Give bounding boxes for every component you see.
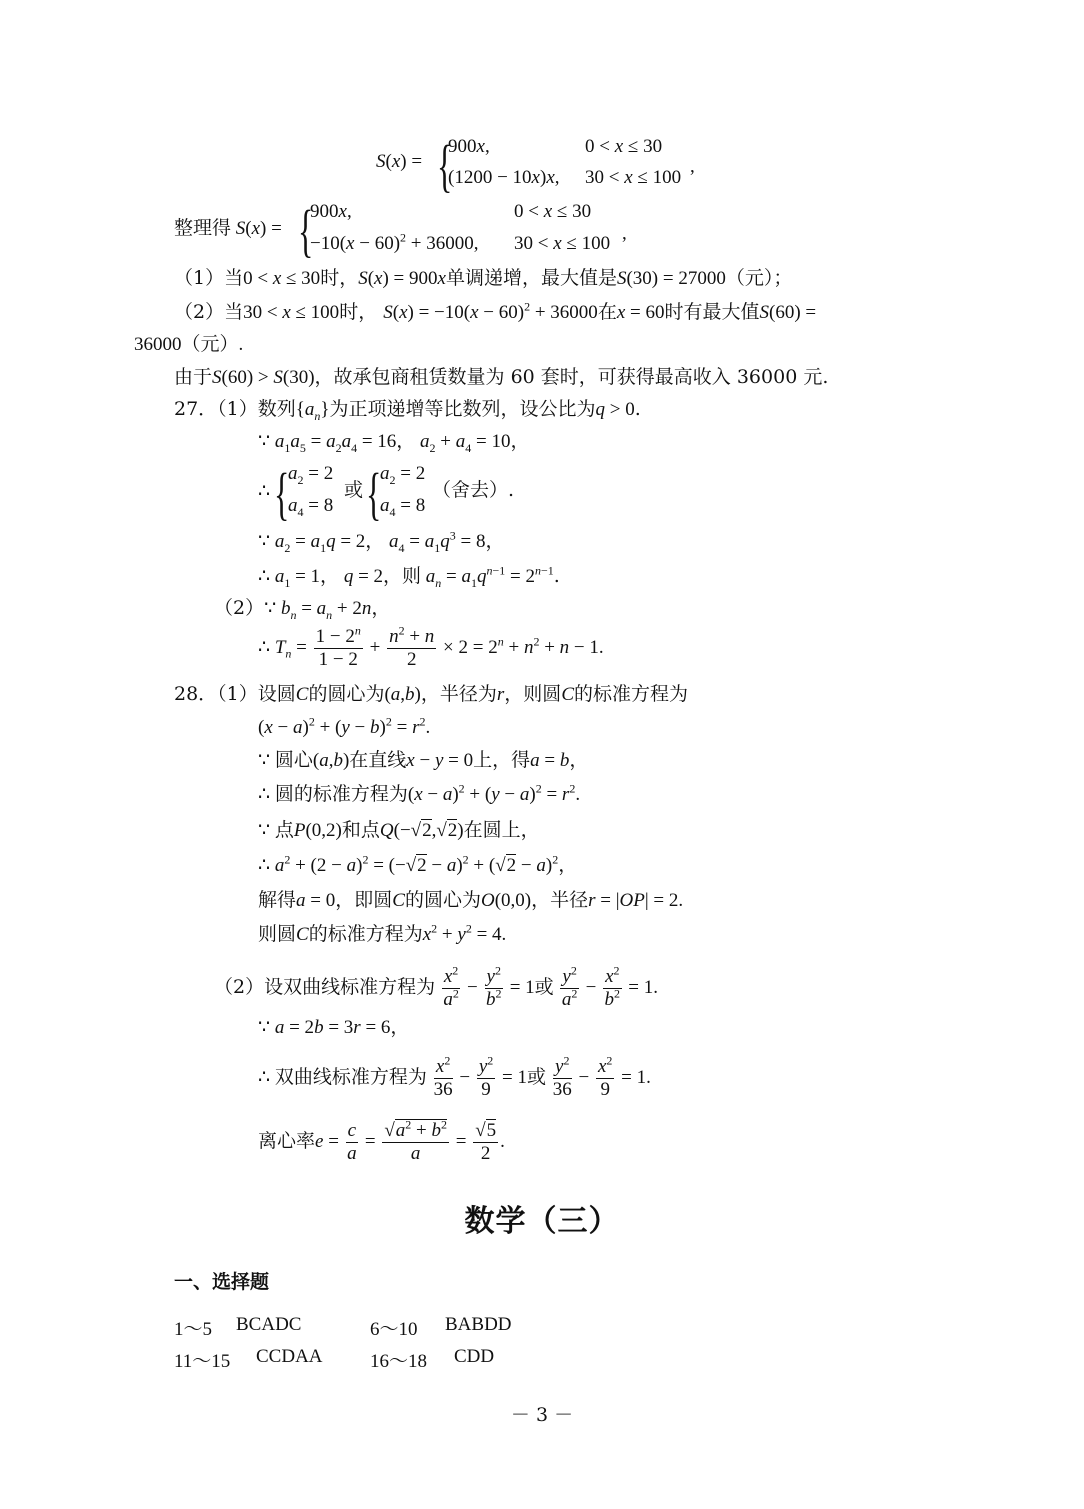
label: 的圆心为 — [308, 683, 385, 705]
label: 点 — [274, 819, 294, 841]
eq-28-d: ∵ 点P(0,2)和点Q(−√2,√2)在圆上， — [258, 819, 540, 841]
eq-28-j: ∴ 双曲线标准方程为 $\frac{x^2}{36}$ − $\frac{y^2}{9}$ = 1或 $\frac{y^2}{36}$ − $\frac{x^2}{9}$ = 1. — [258, 1053, 651, 1100]
eq-28-g: 则圆C的标准方程为$x^2 + y^2 = 4$. — [258, 921, 507, 945]
label: 整理得 — [174, 217, 232, 239]
formula-sx-1-cond1: 0 < x ≤ 30 — [585, 136, 663, 157]
label: 圆心 — [274, 749, 313, 771]
comma: , — [622, 223, 627, 244]
label: （元）； — [725, 267, 793, 289]
sys-2-a: $a_2 = 2$ — [380, 463, 426, 487]
eq-28-c: ∴ 圆的标准方程为$(x - a)^2 + (y - a)^2 = r^2$. — [258, 781, 581, 805]
label: ，故承包商租赁数量为 60 套时，可获得最高收入 36000 元. — [314, 366, 829, 388]
answer-value: BCADC — [236, 1314, 302, 1335]
label: 为正项递增等比数列，设公比为 — [329, 398, 596, 420]
label: ，即圆 — [335, 889, 393, 911]
label: 在直线 — [349, 749, 407, 771]
formula-sx-1-case2: (1200 − 10x)x, — [448, 167, 560, 188]
answer-range: 16～18 — [370, 1351, 428, 1372]
section-title: 数学（三） — [464, 1204, 620, 1239]
page-number: － 3 － — [510, 1404, 574, 1426]
label: （2） — [214, 597, 265, 619]
label: 27．（1）数列 — [174, 398, 296, 420]
line-conclusion: 由于S(60) > S(30)，故承包商租赁数量为 60 套时，可获得最高收入 36000 元. — [174, 366, 829, 388]
label: 在圆上， — [463, 819, 540, 841]
label: 解得 — [258, 889, 297, 911]
eq-28-h: （2）设双曲线标准方程为 $\frac{x^2}{a^2}$ − $\frac{y^2}{b^2}$ = 1或 $\frac{y^2}{a^2}$ − $\frac{x^2}{b^2}$ = 1. — [214, 963, 658, 1010]
eq-28-e: ∴ $a^2 + (2 - a)^2 = (-√2 - a)^2 + (√2 - a)^2$， — [258, 852, 578, 876]
eq-28-a: $(x - a)^2 + (y - b)^2 = r^2$. — [258, 714, 431, 738]
problem-28-1: 28．（1）设圆C的圆心为(a,b)，半径为r，则圆C的标准方程为 — [174, 683, 689, 705]
label: 或 — [526, 1065, 546, 1088]
answer-value: BABDD — [445, 1314, 512, 1335]
label: 上，得 — [473, 749, 531, 771]
label: 时， — [339, 301, 378, 323]
eq-28-i: ∵ a = 2b = 3r = 6， — [258, 1017, 410, 1038]
label: （1）当 — [174, 267, 244, 289]
eq-27-d: （2）∵ $b_n = a_n + 2n$， — [214, 597, 391, 622]
text-discard: （舍去）. — [432, 479, 515, 501]
text-or: 或 — [344, 479, 364, 501]
eq-28-f: 解得a = 0，即圆C的圆心为O(0,0)，半径r = |OP| = 2. — [258, 889, 684, 911]
label: 由于 — [174, 366, 213, 388]
formula-sx-2-case1: 900x, — [310, 201, 352, 222]
comma: , — [690, 156, 695, 177]
answer-range: 1～5 — [174, 1319, 213, 1340]
label: ，则圆 — [504, 683, 562, 705]
sys-2-b: $a_4 = 8$ — [380, 495, 426, 519]
sys-1-a: $a_2 = 2$ — [288, 463, 334, 487]
line-case-2-cont: 36000（元）. — [134, 334, 244, 355]
formula-sx-1-case1: 900x, — [448, 136, 490, 157]
label: （2）当 — [174, 301, 244, 323]
therefore: ∴ — [258, 481, 271, 502]
label: 离心率 — [258, 1129, 316, 1152]
line-case-1: （1）当0 < x ≤ 30时，S(x) = 900x单调递增，最大值是S(30) = 27000（元）； — [174, 267, 793, 289]
line-case-2: （2）当30 < x ≤ 100时， $S(x) = -10(x - 60)^2 + 36000$在x = 60时有最大值S(60) = — [174, 299, 817, 323]
label: 的标准方程为 — [308, 923, 423, 945]
formula-sx-2-cond1: 0 < x ≤ 30 — [514, 201, 592, 222]
label: 在 — [597, 301, 617, 323]
label: ，半径为 — [420, 683, 497, 705]
eq-27-a: ∵ $a_1a_5 = a_2a_4 = 16$， $a_2 + a_4 = 10$， — [258, 431, 530, 455]
formula-sx-2-cond2: 30 < x ≤ 100 — [514, 233, 611, 254]
label: 时有最大值 — [664, 301, 760, 323]
label: （2）设双曲线标准方程为 — [214, 975, 436, 998]
label: 则圆 — [258, 923, 297, 945]
label: 时， — [320, 267, 359, 289]
label: 圆的标准方程为 — [274, 783, 408, 805]
answer-range: 11～15 — [174, 1351, 231, 1372]
label: ，则 — [383, 565, 422, 587]
answer-value: CCDAA — [256, 1346, 323, 1367]
label: 的圆心为 — [404, 889, 481, 911]
formula-sx-1: S(x) = — [376, 151, 423, 172]
brace: { — [298, 198, 314, 263]
eq-27-b: ∵ $a_2 = a_1q = 2$， $a_4 = a_1q^3 = 8$， — [258, 528, 505, 555]
sys-1-b: $a_4 = 8$ — [288, 495, 334, 519]
eq-27-c: ∴ $a_1 = 1$， q = 2，则 $a_n = a_1q^{n-1} = 2^{n-1}$. — [258, 563, 560, 590]
eq-28-b: ∵ 圆心(a,b)在直线x − y = 0上，得a = b， — [258, 749, 589, 771]
brace: { — [274, 461, 290, 526]
answer-range: 6～10 — [370, 1319, 418, 1340]
brace: { — [366, 461, 382, 526]
label: 28．（1）设圆 — [174, 683, 296, 705]
brace: { — [437, 133, 453, 198]
label: 的标准方程为 — [574, 683, 689, 705]
formula-sx-1-cond2: 30 < x ≤ 100 — [585, 167, 682, 188]
text-zhengli: 整理得 S(x) = — [174, 217, 282, 239]
eq-28-k: 离心率e = $\frac{c}{a}$ = $\frac{√a^2 + b^2}{a}$ = $\frac{√5}{2}$ . — [258, 1117, 505, 1164]
formula-sx-2-case2: $-10(x - 60)^2 + 36000$, — [310, 230, 479, 254]
label: 或 — [534, 975, 554, 998]
eq-27-e: ∴ $T_n$ = $\frac{1 - 2^n}{1 - 2}$ + $\frac{n^2 + n}{2}$ × $2 = 2^n + n^2 + n - 1$. — [258, 623, 604, 670]
label: 双曲线标准方程为 — [274, 1065, 427, 1088]
label: 和点 — [341, 819, 380, 841]
answer-value: CDD — [454, 1346, 495, 1367]
problem-27-1: 27．（1）数列$\{a_n\}$为正项递增等比数列，设公比为q > 0. — [174, 398, 641, 423]
section-heading: 一、选择题 — [174, 1271, 270, 1293]
label: 单调递增，最大值是 — [445, 267, 617, 289]
label: ，半径 — [531, 889, 589, 911]
